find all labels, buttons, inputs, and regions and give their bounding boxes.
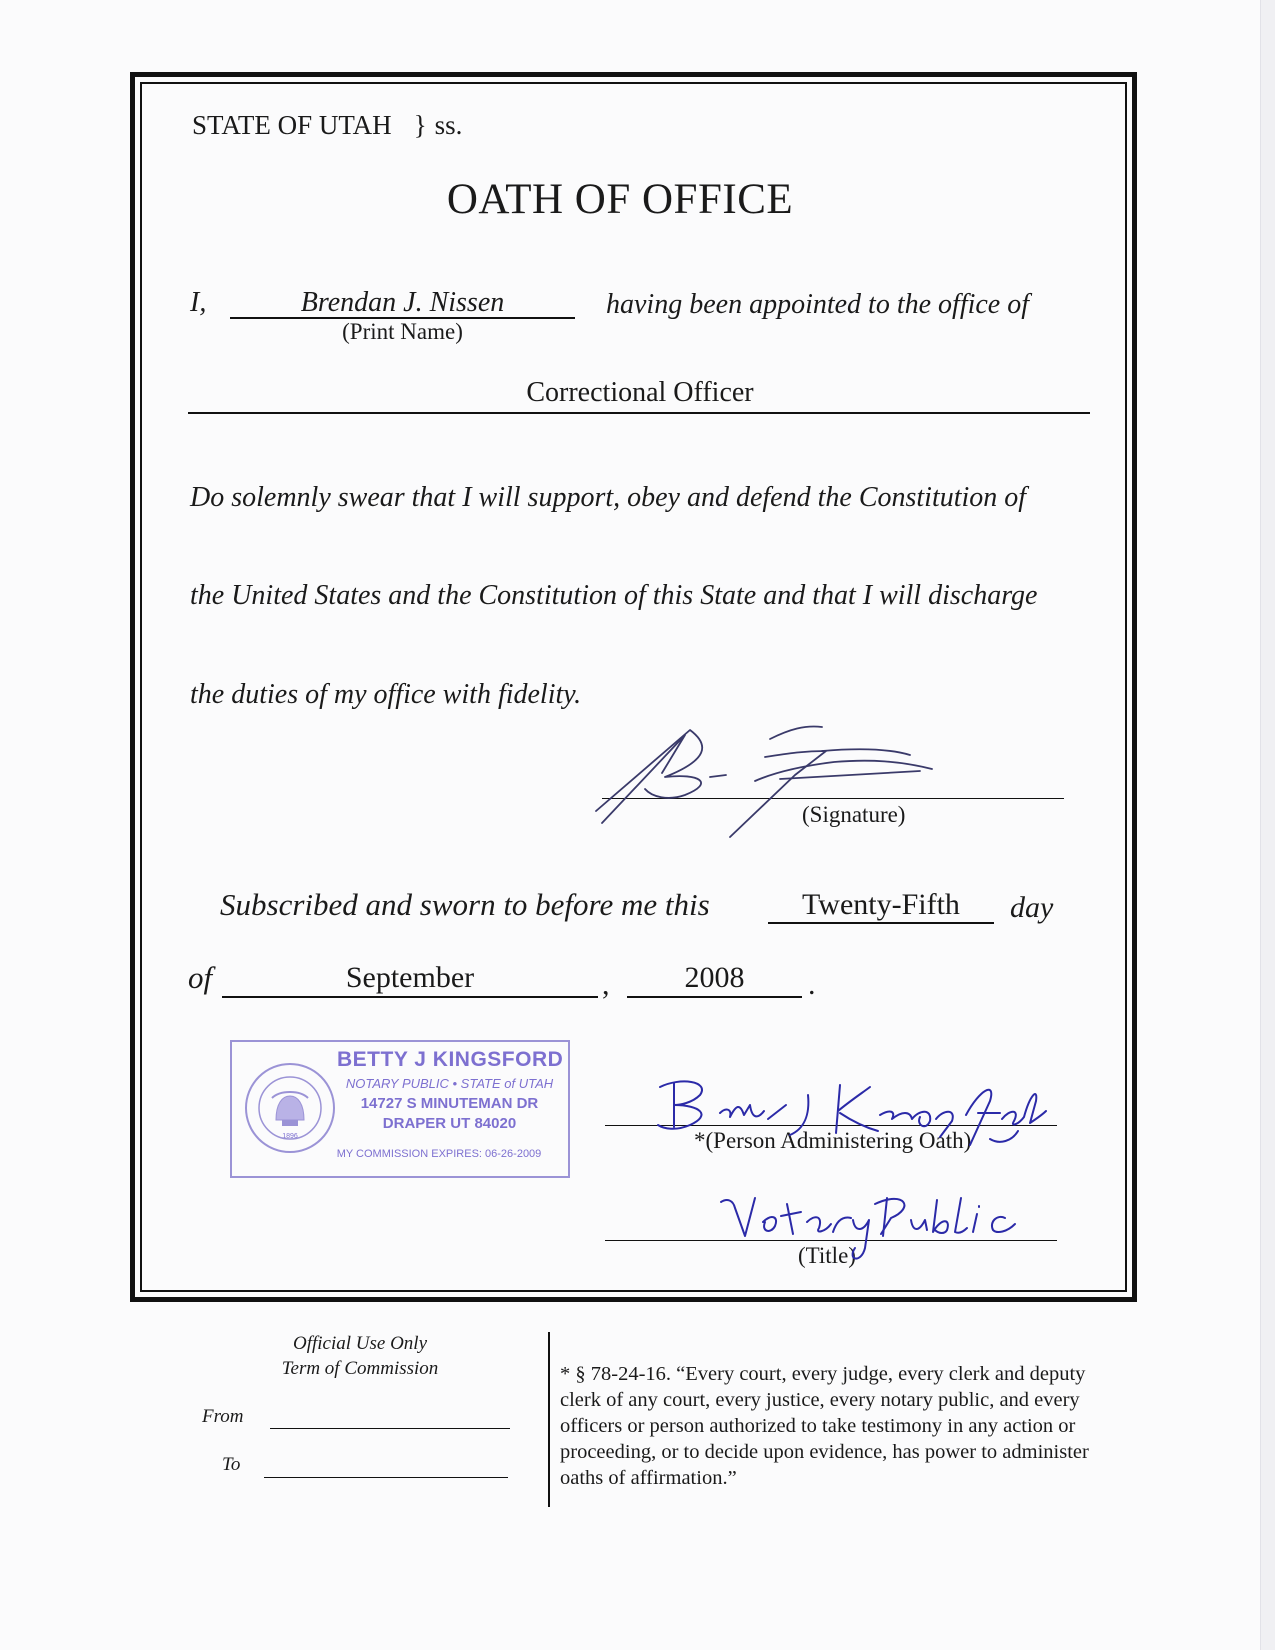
signature-caption: (Signature) (802, 802, 906, 827)
to-label: To (222, 1454, 241, 1475)
title-handwriting (715, 1188, 1075, 1268)
from-field[interactable] (270, 1428, 510, 1429)
page-edge (1260, 0, 1275, 1650)
document-title: OATH OF OFFICE (446, 176, 794, 223)
from-label: From (202, 1406, 244, 1427)
state-seal-icon (242, 1060, 338, 1156)
month-underline (222, 996, 598, 998)
official-use-heading: Official Use Only (292, 1333, 428, 1354)
office-underline (188, 412, 1090, 414)
state-name: STATE OF UTAH (192, 110, 392, 140)
administrator-caption: *(Person Administering Oath) (694, 1128, 972, 1153)
date-comma: , (602, 968, 610, 1001)
venue-brace: } (413, 110, 427, 140)
appointment-text: having been appointed to the office of (606, 289, 1030, 320)
appointee-name[interactable]: Brendan J. Nissen (300, 287, 505, 318)
day-label: day (1010, 891, 1054, 924)
to-field[interactable] (264, 1477, 508, 1478)
notary-address: 14727 S MINUTEMAN DR (360, 1095, 539, 1112)
day-value[interactable]: Twenty-Fifth (802, 888, 960, 921)
notary-stamp (230, 1040, 570, 1178)
year-underline (627, 996, 802, 998)
venue-line (192, 110, 462, 141)
statute-footnote: * § 78-24-16. “Every court, every judge, every clerk and deputy clerk of any court, every justice, every notary public, and every officers or person authorized to take testimony in any action or proceeding, or to decide upon evidence, has power to administer oaths of affirmation.” (560, 1363, 1089, 1489)
oath-line-1: Do solemnly swear that I will support, obey and defend the Constitution of (190, 482, 1027, 513)
month-value[interactable]: September (345, 961, 475, 994)
oath-line-2: the United States and the Constitution of this State and that I will discharge (190, 580, 1038, 611)
notary-city: DRAPER UT 84020 (382, 1115, 517, 1132)
print-name-caption: (Print Name) (342, 319, 463, 344)
oath-line-3: the duties of my office with fidelity. (190, 679, 582, 710)
of-label: of (188, 960, 213, 995)
notary-name: BETTY J KINGSFORD (337, 1048, 564, 1071)
term-heading: Term of Commission (281, 1358, 439, 1379)
section-divider (548, 1332, 550, 1507)
administrator-signature (640, 1075, 1060, 1155)
title-caption: (Title) (798, 1243, 856, 1268)
subscribed-text: Subscribed and sworn to before me this (220, 887, 710, 922)
date-period: . (808, 968, 816, 1001)
office-title[interactable]: Correctional Officer (526, 377, 754, 408)
ss-label: ss. (434, 110, 463, 140)
notary-title: NOTARY PUBLIC • STATE of UTAH (345, 1076, 554, 1091)
year-value[interactable]: 2008 (684, 961, 745, 994)
appointee-signature (590, 715, 950, 840)
notary-commission: MY COMMISSION EXPIRES: 06-26-2009 (336, 1148, 542, 1160)
pronoun-i: I, (190, 287, 207, 318)
day-underline (768, 922, 994, 924)
svg-text:1896: 1896 (282, 1133, 298, 1140)
